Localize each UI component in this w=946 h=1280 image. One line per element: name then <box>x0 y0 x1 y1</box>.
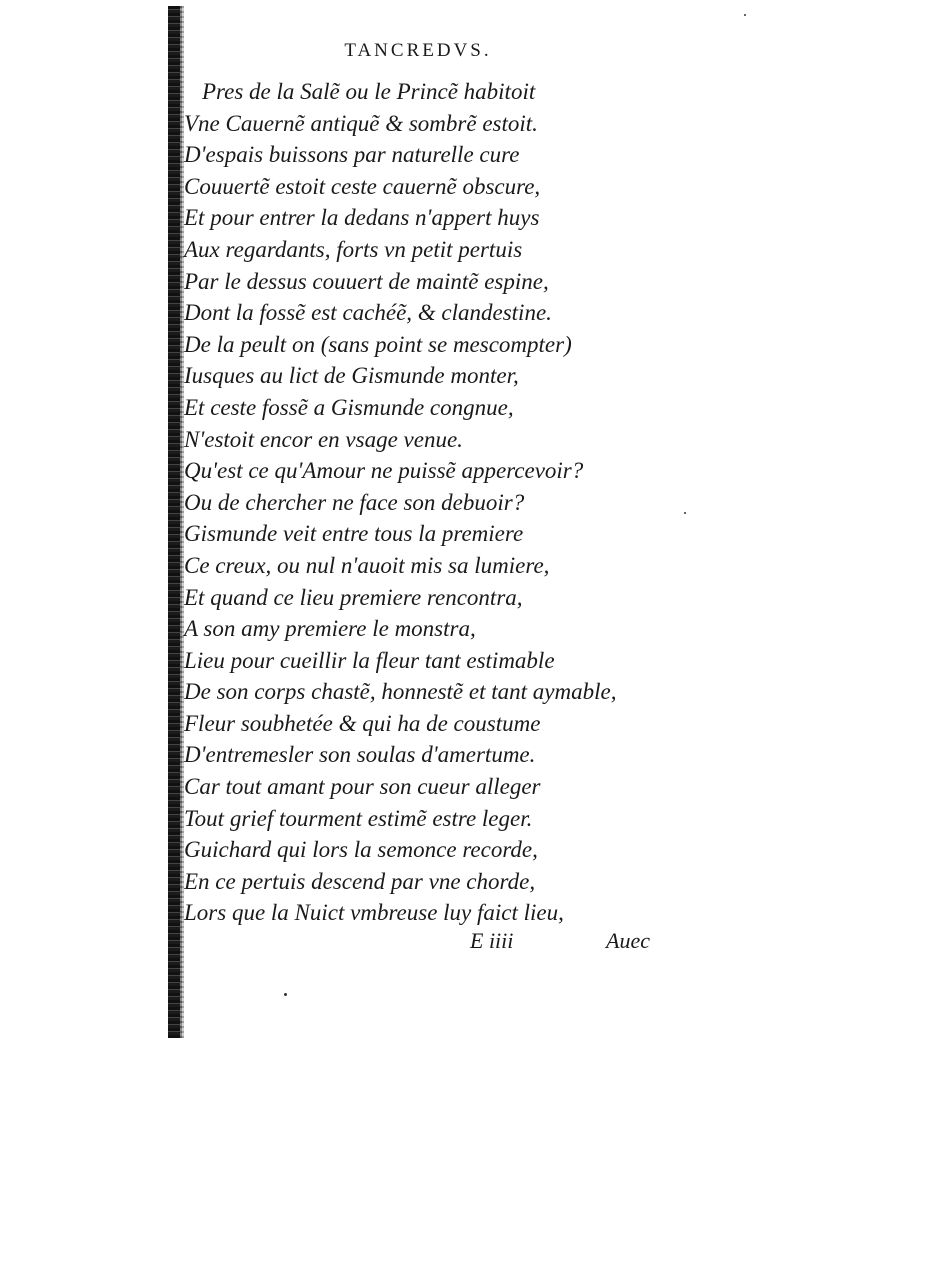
verse-line: Guichard qui lors la semonce recorde, <box>184 837 538 863</box>
verse-line: Dont la fossẽ est cachéẽ, & clandestine. <box>184 300 552 326</box>
verse-line: Et pour entrer la dedans n'appert huys <box>184 205 540 231</box>
verse-line: A son amy premiere le monstra, <box>184 616 476 642</box>
verse-line: Tout grief tourment estimẽ estre leger. <box>184 805 533 831</box>
verse-line: Par le dessus couuert de maintẽ espine, <box>184 268 549 294</box>
verse-line: Qu'est ce qu'Amour ne puissẽ appercevoir? <box>184 458 584 484</box>
paper-speck <box>284 993 287 996</box>
catchword: Auec <box>606 928 650 953</box>
verse-block <box>184 76 616 929</box>
verse-line: Et ceste fossẽ a Gismunde congnue, <box>184 394 514 420</box>
verse-line: Iusques au lict de Gismunde monter, <box>184 363 519 389</box>
verse-line: Pres de la Salẽ ou le Princẽ habitoit <box>202 79 536 104</box>
verse-line: D'entremesler son soulas d'amertume. <box>184 742 536 768</box>
paper-speck <box>744 14 746 16</box>
running-head: TANCREDVS. <box>344 40 492 61</box>
verse-line: Aux regardants, forts vn petit pertuis <box>184 236 523 262</box>
verse-line: Lors que la Nuict vmbreuse luy faict lieu, <box>184 900 564 926</box>
verse-line: Gismunde veit entre tous la premiere <box>184 521 524 547</box>
verse-line: Couuertẽ estoit ceste cauernẽ obscure, <box>184 173 541 199</box>
verse-line: N'estoit encor en vsage venue. <box>184 426 463 452</box>
verse-line: Fleur soubhetée & qui ha de coustume <box>184 710 541 736</box>
paper-speck <box>684 512 686 514</box>
verse-line: En ce pertuis descend par vne chorde, <box>184 868 536 894</box>
verse-line: D'espais buissons par naturelle cure <box>184 142 520 168</box>
signature-mark: E iiii <box>470 928 514 953</box>
verse-line: Lieu pour cueillir la fleur tant estimable <box>184 647 555 673</box>
verse-line: Car tout amant pour son cueur alleger <box>184 774 541 800</box>
verse-line: Ce creux, ou nul n'auoit mis sa lumiere, <box>184 552 550 578</box>
verse-line: Et quand ce lieu premiere rencontra, <box>184 584 523 610</box>
verse-line: De son corps chastẽ, honnestẽ et tant aymable, <box>184 679 617 705</box>
verse-line: Vne Cauernẽ antiquẽ & sombrẽ estoit. <box>184 110 538 136</box>
verse-line: De la peult on (sans point se mescompter) <box>184 331 572 357</box>
verse-line: Ou de chercher ne face son debuoir? <box>184 489 525 515</box>
